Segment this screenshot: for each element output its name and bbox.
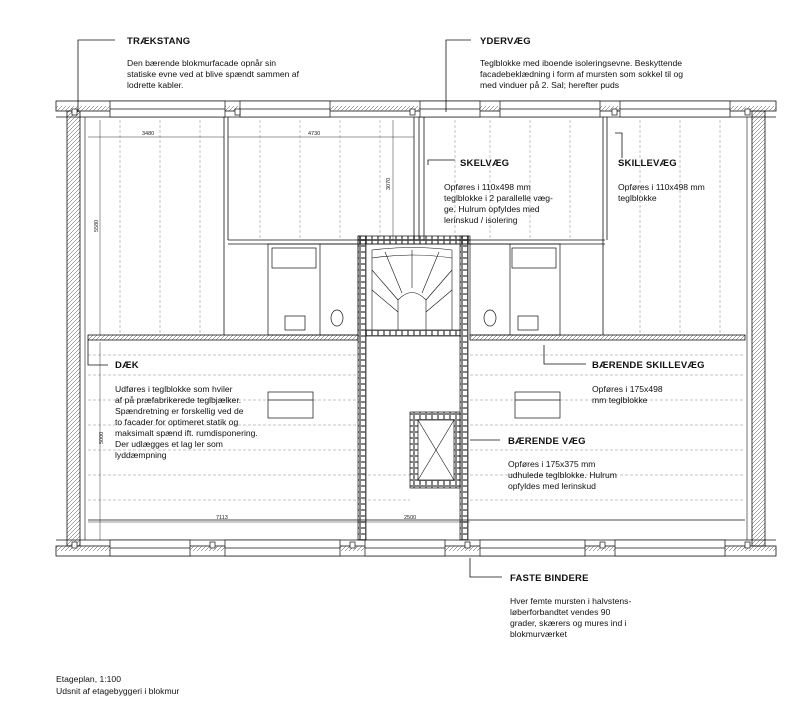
annotation-ydervaeg (480, 36, 683, 90)
annotation-line: teglblokke (618, 193, 657, 203)
annotation-line: opfyldes med lerinskud (508, 481, 596, 491)
annotation-line: udhulede teglblokke. Hulrum (508, 470, 617, 480)
annotation-baerende-skillevaeg (592, 360, 705, 405)
annotation-line: mm teglblokke (592, 395, 648, 405)
dimension-3480: 3480 (142, 131, 155, 137)
annotation-line: maksimalt spænd ift. rumdisponering. (115, 428, 258, 438)
annotation-daek (115, 360, 258, 460)
annotation-line: Opføres i 110x498 mm (444, 182, 531, 192)
annotation-line: grader, skærers og mures ind i (510, 618, 627, 628)
windows-top (110, 101, 730, 117)
annotation-traekstang (127, 36, 300, 90)
elevator-shaft (410, 412, 460, 488)
annotation-skelvaeg (444, 158, 553, 225)
annotation-line: to facader for optimeret statik og (115, 417, 239, 427)
annotation-line: facadebeklædning i form af mursten som sokkel til og (480, 69, 684, 79)
annotation-line: lodrette kabler. (127, 80, 184, 90)
annotation-line: Hver femte mursten i halvstens- (510, 596, 632, 606)
annotation-faste-bindere (510, 573, 631, 639)
annotation-title: SKELVÆG (460, 158, 510, 169)
annotation-baerende-vaeg (508, 436, 617, 491)
annotation-line: Opføres i 175x375 mm (508, 459, 596, 469)
annotation-line: teglblokke i 2 parallelle væg- (444, 193, 553, 203)
annotation-line: blokmurværket (510, 629, 567, 639)
caption-scale: Etageplan, 1:100 (56, 674, 121, 684)
drawing-caption (56, 674, 179, 696)
bathroom-left (268, 244, 358, 335)
caption-subtitle: Udsnit af etagebyggeri i blokmur (56, 686, 180, 696)
annotation-title: YDERVÆG (480, 36, 531, 47)
annotation-line: løberforbandtet vendes 90 (510, 607, 611, 617)
dimension-5000: 5000 (99, 431, 105, 444)
annotation-line: med vinduer på 2. Sal; herefter puds (480, 80, 620, 90)
annotation-line: lerinskud / isolering (444, 215, 518, 225)
annotation-line: statiske evne ved at blive spændt sammen af (127, 69, 299, 79)
bathroom-right (470, 244, 560, 335)
dimension-3070: 3070 (386, 177, 392, 190)
annotation-line: Den bærende blokmurfacade opnår sin (127, 58, 277, 68)
annotation-title: FASTE BINDERE (510, 573, 589, 584)
leader-lines (78, 40, 622, 577)
annotation-title: DÆK (115, 360, 139, 371)
outer-wall-left (67, 111, 85, 546)
annotation-line: Teglblokke med iboende isoleringsevne. Beskyttende (480, 58, 683, 68)
annotation-title: BÆRENDE VÆG (508, 436, 586, 447)
annotation-line: Opføres i 110x498 mm (618, 182, 705, 192)
annotation-line: Udføres i teglblokke som hviler (115, 384, 233, 394)
annotation-line: Der udlægges et lag ler som (115, 439, 223, 449)
stair-core (358, 236, 470, 540)
outer-wall-right (747, 111, 765, 546)
annotation-line: lyddæmpning (115, 450, 167, 460)
dimension-7113: 7113 (216, 515, 228, 521)
annotation-title: BÆRENDE SKILLEVÆG (592, 360, 705, 371)
annotation-line: Spændretning er forskellig ved de (115, 406, 244, 416)
annotation-title: TRÆKSTANG (127, 36, 191, 47)
annotation-line: ge. Hulrum opfyldes med (444, 204, 540, 214)
dimension-5580: 5580 (94, 219, 100, 232)
dimension-4730: 4730 (308, 131, 321, 137)
annotation-line: af på præfabrikerede teglbjælker. (115, 395, 242, 405)
annotation-line: Opføres i 175x498 (592, 384, 663, 394)
annotation-skillevaeg (618, 158, 705, 203)
floor-span-lines-top (120, 120, 720, 335)
annotation-title: SKILLEVÆG (618, 158, 677, 169)
dimension-2500: 2500 (404, 515, 417, 521)
